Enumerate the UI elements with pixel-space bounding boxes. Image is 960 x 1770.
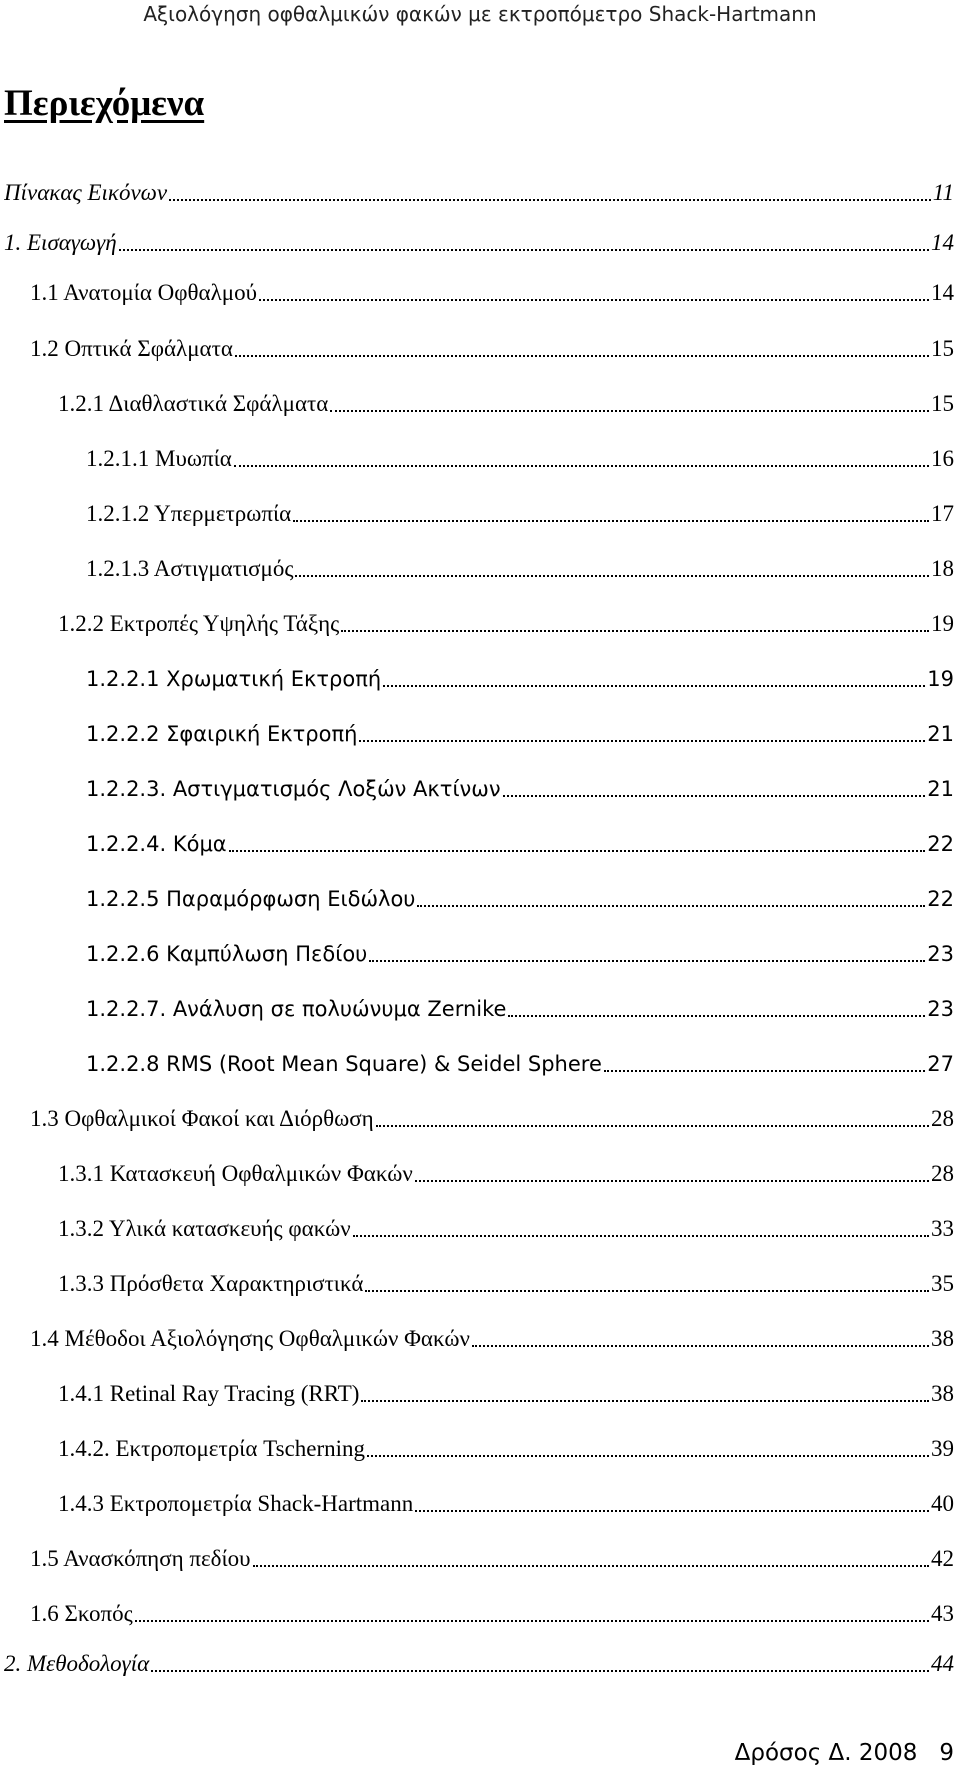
toc-entry-page: 23	[927, 942, 954, 966]
toc-leader-dots	[604, 1070, 925, 1072]
toc-entry-page: 17	[931, 501, 954, 526]
toc-entry-page: 14	[931, 230, 954, 255]
toc-entry-title: 1.2.2.7. Ανάλυση σε πολυώνυμα Zernike	[86, 997, 507, 1021]
toc-entry[interactable]	[30, 1599, 954, 1629]
toc-entry-page: 15	[931, 336, 954, 361]
toc-entry-title: 1.5 Ανασκόπηση πεδίου	[30, 1546, 251, 1571]
toc-entry-title: 1.2.2.1 Χρωματική Εκτροπή	[86, 667, 382, 691]
toc-leader-dots	[359, 740, 925, 742]
toc-entry-title: 1.2.2 Εκτροπές Υψηλής Τάξης	[58, 611, 340, 636]
toc-entry[interactable]	[30, 1544, 954, 1574]
toc-entry-page: 39	[931, 1436, 954, 1461]
toc-leader-dots	[341, 630, 929, 632]
toc-leader-dots	[234, 465, 929, 467]
toc-entry-title: 1.2.2.8 RMS (Root Mean Square) & Seidel Sphere	[86, 1052, 602, 1076]
toc-entry-title: 1.4 Μέθοδοι Αξιολόγησης Οφθαλμικών Φακών	[30, 1326, 470, 1351]
toc-entry[interactable]	[86, 499, 954, 529]
toc-entry-page: 38	[931, 1326, 954, 1351]
toc-entry[interactable]	[58, 1269, 954, 1299]
toc-leader-dots	[383, 685, 925, 687]
toc-entry-title: 1.2.1 Διαθλαστικά Σφάλματα	[58, 391, 329, 416]
toc-entry[interactable]	[86, 664, 954, 694]
toc-leader-dots	[330, 410, 929, 412]
toc-entry-page: 19	[931, 611, 954, 636]
toc-entry[interactable]	[86, 939, 954, 969]
toc-entry[interactable]	[86, 884, 954, 914]
toc-entry[interactable]	[4, 178, 954, 208]
toc-entry-title: 1.2.1.3 Αστιγματισμός	[86, 556, 294, 581]
toc-entry-page: 23	[927, 997, 954, 1021]
toc-entry-page: 33	[931, 1216, 954, 1241]
toc-entry-title: 1.3.2 Υλικά κατασκευής φακών	[58, 1216, 351, 1241]
toc-leader-dots	[417, 905, 925, 907]
page-number: 9	[939, 1740, 954, 1766]
toc-leader-dots	[169, 199, 931, 201]
toc-entry-title: 1.1 Ανατομία Οφθαλμού	[30, 280, 257, 305]
toc-entry[interactable]	[4, 1649, 954, 1679]
toc-leader-dots	[472, 1345, 929, 1347]
toc-entry-page: 16	[931, 446, 954, 471]
toc-entry-page: 22	[927, 832, 954, 856]
toc-leader-dots	[235, 355, 929, 357]
toc-leader-dots	[365, 1290, 929, 1292]
toc-entry[interactable]	[58, 1159, 954, 1189]
toc-entry-page: 11	[932, 180, 954, 205]
toc-leader-dots	[259, 299, 929, 301]
toc-entry[interactable]	[86, 774, 954, 804]
toc-entry[interactable]	[58, 1489, 954, 1519]
toc-entry-title: 1.2.1.2 Υπερμετρωπία	[86, 501, 292, 526]
toc-entry-page: 28	[931, 1106, 954, 1131]
toc-entry[interactable]	[86, 444, 954, 474]
toc-entry[interactable]	[30, 334, 954, 364]
toc-entry[interactable]	[30, 1104, 954, 1134]
toc-entry-title: 1.2.2.3. Αστιγματισμός Λοξών Ακτίνων	[86, 777, 501, 801]
toc-leader-dots	[415, 1180, 929, 1182]
toc-leader-dots	[229, 850, 926, 852]
toc-entry-title: Πίνακας Εικόνων	[4, 180, 168, 205]
toc-leader-dots	[367, 1455, 929, 1457]
toc-entry[interactable]	[86, 719, 954, 749]
toc-leader-dots	[415, 1510, 929, 1512]
toc-entry-title: 1.2 Οπτικά Σφάλματα	[30, 336, 233, 361]
toc-leader-dots	[119, 249, 929, 251]
toc-entry-title: 1.2.2.4. Κόμα	[86, 832, 227, 856]
toc-entry-page: 40	[931, 1491, 954, 1516]
toc-entry-page: 14	[931, 280, 954, 305]
toc-entry-page: 15	[931, 391, 954, 416]
footer-author-year: Δρόσος Δ. 2008	[734, 1740, 918, 1766]
toc-leader-dots	[253, 1565, 929, 1567]
toc-entry-page: 21	[927, 777, 954, 801]
toc-entry-title: 1.2.2.6 Καμπύλωση Πεδίου	[86, 942, 368, 966]
toc-entry[interactable]	[30, 278, 954, 308]
toc-entry-page: 27	[927, 1052, 954, 1076]
toc-entry-page: 18	[931, 556, 954, 581]
toc-entry[interactable]	[86, 829, 954, 859]
toc-entry-title: 1.3.1 Κατασκευή Οφθαλμικών Φακών	[58, 1161, 413, 1186]
toc-leader-dots	[503, 795, 926, 797]
toc-entry-page: 44	[931, 1651, 954, 1676]
toc-entry[interactable]	[58, 1214, 954, 1244]
toc-entry[interactable]	[30, 1324, 954, 1354]
toc-entry-title: 1.2.1.1 Μυωπία	[86, 446, 232, 471]
toc-entry-title: 1.2.2.5 Παραμόρφωση Ειδώλου	[86, 887, 416, 911]
toc-entry[interactable]	[58, 609, 954, 639]
toc-leader-dots	[293, 520, 929, 522]
toc-entry-page: 28	[931, 1161, 954, 1186]
toc-entry-title: 1.4.1 Retinal Ray Tracing (RRT)	[58, 1381, 360, 1406]
running-header: Αξιολόγηση οφθαλμικών φακών με εκτροπόμετρο Shack-Hartmann	[143, 2, 817, 26]
toc-entry-page: 42	[931, 1546, 954, 1571]
toc-leader-dots	[353, 1235, 929, 1237]
toc-leader-dots	[295, 575, 929, 577]
toc-entry[interactable]	[4, 228, 954, 258]
toc-entry[interactable]	[58, 1379, 954, 1409]
toc-entry-title: 1.3 Οφθαλμικοί Φακοί και Διόρθωση	[30, 1106, 374, 1131]
toc-entry-page: 19	[927, 667, 954, 691]
toc-leader-dots	[361, 1400, 929, 1402]
toc-entry-title: 1.2.2.2 Σφαιρική Εκτροπή	[86, 722, 358, 746]
toc-entry-page: 43	[931, 1601, 954, 1626]
toc-title: Περιεχόμενα	[4, 83, 205, 124]
toc-entry-title: 2. Μεθοδολογία	[4, 1651, 150, 1676]
toc-entry-title: 1.6 Σκοπός	[30, 1601, 133, 1626]
toc-entry[interactable]	[86, 1049, 954, 1079]
toc-entry-title: 1. Εισαγωγή	[4, 230, 117, 255]
toc-entry-title: 1.4.3 Εκτροπομετρία Shack-Hartmann	[58, 1491, 414, 1516]
toc-leader-dots	[508, 1015, 925, 1017]
toc-entry[interactable]	[58, 389, 954, 419]
page-footer	[735, 1738, 954, 1768]
toc-entry[interactable]	[86, 554, 954, 584]
toc-leader-dots	[369, 960, 925, 962]
toc-entry[interactable]	[58, 1434, 954, 1464]
toc-leader-dots	[135, 1620, 929, 1622]
toc-entry-title: 1.3.3 Πρόσθετα Χαρακτηριστικά	[58, 1271, 364, 1296]
toc-entry-page: 38	[931, 1381, 954, 1406]
toc-entry-page: 21	[927, 722, 954, 746]
toc-leader-dots	[151, 1670, 929, 1672]
toc-entry-page: 22	[927, 887, 954, 911]
toc-leader-dots	[376, 1125, 929, 1127]
toc-entry-title: 1.4.2. Εκτροπομετρία Tscherning	[58, 1436, 366, 1461]
toc-entry[interactable]	[86, 994, 954, 1024]
toc-entry-page: 35	[931, 1271, 954, 1296]
